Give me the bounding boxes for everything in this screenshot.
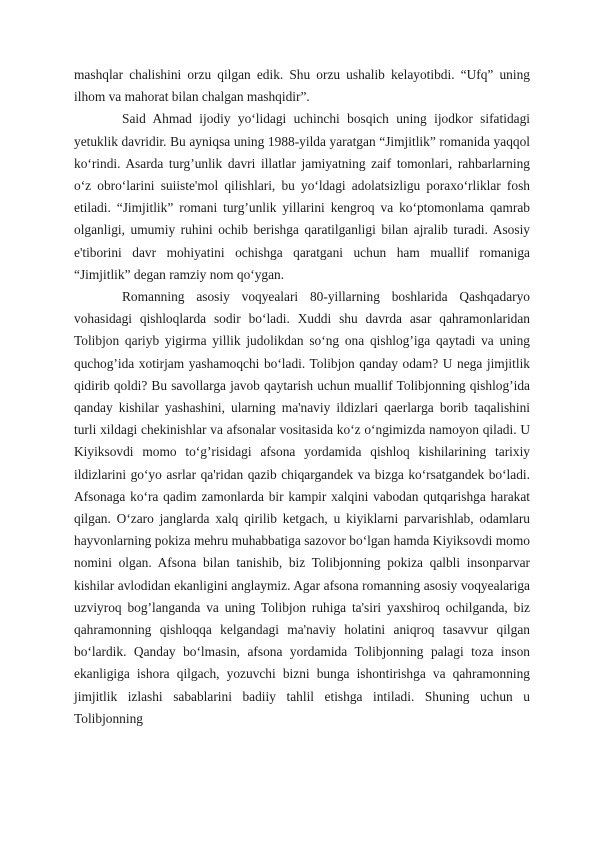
paragraph-continuation: mashqlar chalishini orzu qilgan edik. Shu orzu ushalib kelayotibdi. “Ufq” uning ilhom va mahorat bilan chalgan mashqidir”. [74, 67, 530, 105]
document-page [74, 64, 530, 730]
paragraph-romanning: Romanning asosiy voqyealari 80-yillarning boshlarida Qashqadaryo vohasidagi qishloqlarda sodir bo‘ladi. Xuddi shu davrda asar qahramonlaridan Tolibjon qariyb yigirma yillik judolikdan so‘ng ona qishlog’iga qaytadi va uning quchog’ida xotirjam yashamoqchi bo‘ladi. Tolibjon qanday odam? U nega jimjitlik qidirib qoldi? Bu savollarga javob qaytarish uchun muallif Tolibjonning qishlog’ida qanday kishilar yashashini, ularning ma'naviy ildizlari qaerlarga borib taqalishini turli xildagi chekinishlar va afsonalar vositasida ko‘z o‘ngimizda namoyon qiladi. U Kiyiksovdi momo to‘g’risidagi afsona yordamida qishloq kishilarining tarixiy ildizlarini go‘yo asrlar qa'ridan qazib chiqargandek va bizga ko‘rsatgandek bo‘ladi. Afsonaga ko‘ra qadim zamonlarda bir kampir xalqini vabodan qutqarishga harakat qilgan. O‘zaro janglarda xalq qirilib ketgach, u kiyiklarni parvarishlab, odamlaru hayvonlarning pokiza mehru muhabbatiga sazovor bo‘lgan hamda Kiyiksovdi momo nomini olgan. Afsona bilan tanishib, biz Tolibjonning pokiza qalbli insonparvar kishilar avlodidan ekanligini anglaymiz. Agar afsona romanning asosiy voqyealariga uzviyroq bog’langanda va uning Tolibjon ruhiga ta'siri yaxshiroq ochilganda, biz qahramonning qishloqqa kelgandagi ma'naviy holatini aniqroq tasavvur qilgan bo‘lardik. Qanday bo‘lmasin, afsona yordamida Tolibjonning palagi toza inson ekanligiga ishora qilgach, yozuvchi bizni bunga ishontirishga va qahramonning jimjitlik izlashi sabablarini badiiy tahlil etishga intiladi. Shuning uchun u Tolibjonning [74, 289, 530, 726]
paragraph-said-ahmad: Said Ahmad ijodiy yo‘lidagi uchinchi bosqich uning ijodkor sifatidagi yetuklik davridir. Bu ayniqsa uning 1988-yilda yaratgan “Jimjitlik” romanida yaqqol ko‘rindi. Asarda turg’unlik davri illatlar jamiyatning zaif tomonlari, rahbarlarning o‘z obro‘larini suiiste'mol qilishlari, bu yo‘ldagi adolatsizligu poraxo‘rliklar fosh etiladi. “Jimjitlik” romani turg’unlik yillarini kengroq va ko‘ptomonlama qamrab olganligi, umumiy ruhini ochib berishga qaratilganligi bilan ajralib turadi. Asosiy e'tiborini davr mohiyatini ochishga qaratgani uchun ham muallif romaniga “Jimjitlik” degan ramziy nom qo‘ygan. [74, 111, 530, 282]
